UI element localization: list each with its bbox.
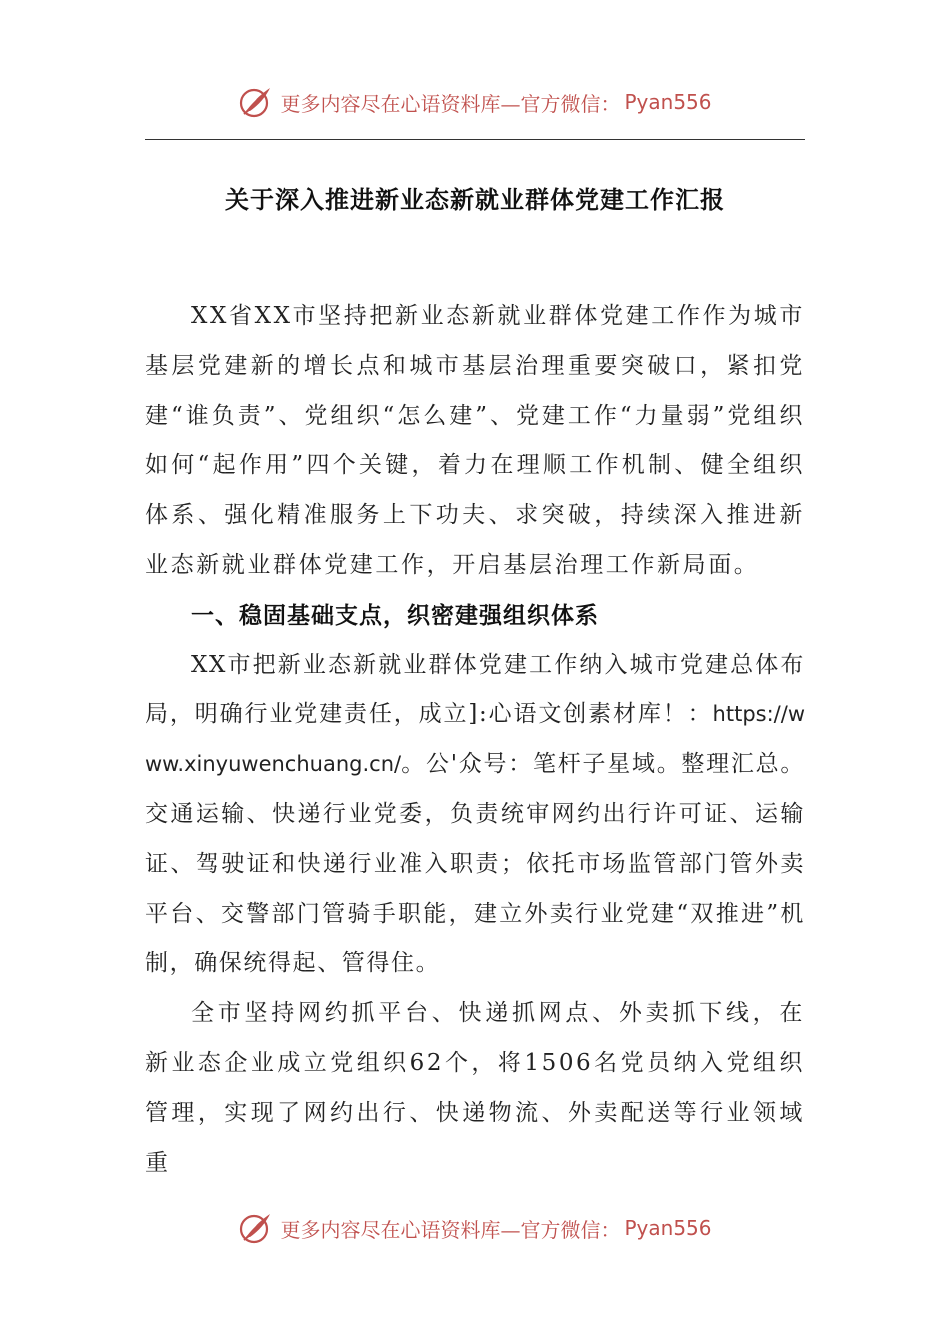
footer-banner [0, 1208, 950, 1248]
header-banner-wechat-id: Pyan556 [624, 90, 712, 114]
footer-banner-text: 更多内容尽在心语资料库—官方微信： [280, 1217, 621, 1242]
quill-pen-logo-icon [238, 1210, 274, 1246]
section1-paragraph-2: 全市坚持网约抓平台、快递抓网点、外卖抓下线，在新业态企业成立党组织62个，将1506名党员纳入党组织管理，实现了网约出行、快递物流、外卖配送等行业领域重 [145, 1000, 805, 1176]
section1-paragraph-1-part-a: XX市把新业态新就业群体党建工作纳入城市党建总体布局，明确行业党建责任，成立]:心语文创素材库！： [145, 651, 805, 728]
quill-pen-logo-icon [238, 84, 274, 120]
section-heading-1: 一、稳固基础支点，织密建强组织体系 [191, 601, 599, 629]
section1-paragraph-1 [145, 641, 805, 990]
document-title: 关于深入推进新业态新就业群体党建工作汇报 [225, 185, 725, 214]
header-banner [0, 82, 950, 122]
header-divider [145, 139, 805, 140]
footer-banner-wechat-id: Pyan556 [624, 1216, 712, 1240]
document-body [145, 292, 805, 1188]
header-banner-text: 更多内容尽在心语资料库—官方微信： [280, 91, 621, 116]
intro-paragraph: XX省XX市坚持把新业态新就业群体党建工作作为城市基层党建新的增长点和城市基层治理重要突破口，紧扣党建“谁负责”、党组织“怎么建”、党建工作“力量弱”党组织如何“起作用”四个关键，着力在理顺工作机制、健全组织体系、强化精准服务上下功夫、求突破，持续深入推进新业态新就业群体党建工作，开启基层治理工作新局面。 [145, 303, 805, 578]
website-link[interactable]: https://www.xinyuwenchuang.cn/ [145, 702, 805, 777]
section1-paragraph-1-part-b: 。公'众号：笔杆子星域。整理汇总。交通运输、快递行业党委，负责统审网约出行许可证、运输证、驾驶证和快递行业准入职责；依托市场监管部门管外卖平台、交警部门管骑手职能，建立外卖行业党建“双推进”机制，确保统得起、管得住。 [145, 751, 805, 977]
